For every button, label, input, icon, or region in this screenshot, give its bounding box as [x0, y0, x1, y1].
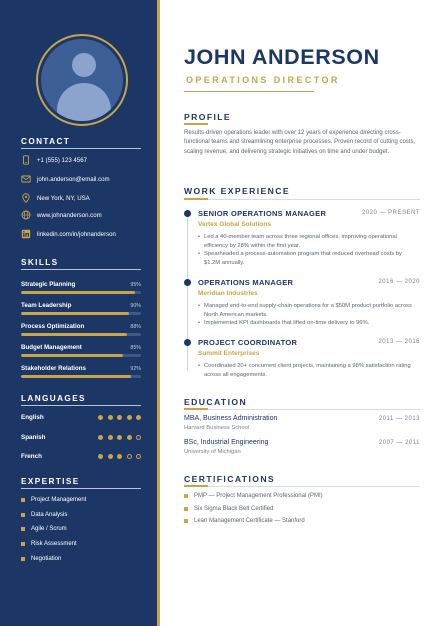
- job-company: Summit Enterprises: [198, 350, 260, 357]
- education-school: Harvard Business School: [184, 425, 250, 431]
- skill-name: Team Leadership: [21, 302, 72, 309]
- timeline-dot: [184, 339, 191, 346]
- user-silhouette-icon: [41, 39, 123, 121]
- timeline-dot: [184, 210, 191, 217]
- contact-location-text: New York, NY, USA: [37, 194, 90, 202]
- certification-item: [184, 518, 305, 524]
- experience-heading: WORK EXPERIENCE: [184, 186, 290, 196]
- education-dates: 2007 — 2011: [378, 440, 420, 446]
- contact-location: [21, 192, 90, 204]
- skill-bar: [21, 333, 141, 336]
- education-accent: [184, 408, 208, 410]
- experience-divider: [184, 199, 420, 200]
- job-bullet: • Coordinated 20+ concurrent client projects, maintaining a 98% satisfaction rating across all engagements.: [198, 362, 418, 379]
- skill-percent: 90%: [130, 303, 141, 309]
- filled-dot-icon: [127, 415, 132, 420]
- sidebar: [0, 0, 160, 626]
- certifications-divider: [184, 486, 420, 487]
- contact-linkedin-text: linkedin.com/in/johnanderson: [37, 230, 116, 238]
- linkedin-icon: [21, 229, 31, 239]
- languages-heading: LANGUAGES: [21, 394, 86, 403]
- skill-bar-fill: [21, 291, 135, 294]
- language-level-dots: [98, 415, 141, 420]
- skill-name: Budget Management: [21, 344, 82, 351]
- expertise-text: Project Management: [31, 497, 87, 503]
- language-name: French: [21, 453, 42, 460]
- skill-percent: 95%: [130, 282, 141, 288]
- profile-summary: Results-driven operations leader with over 12 years of experience directing cross-functional teams and streamlining enterprise processes. Proven record of cutting costs, scaling revenue, and delivering strategic initiatives on time and under budget.: [184, 130, 416, 155]
- job-bullets: [198, 233, 418, 268]
- skill-item: [21, 365, 141, 378]
- phone-icon: [21, 155, 31, 165]
- globe-icon: [21, 210, 31, 220]
- job-dates: 2016 — 2020: [378, 279, 420, 285]
- expertise-item: [21, 497, 86, 503]
- language-name: English: [21, 414, 44, 421]
- skill-percent: 85%: [130, 345, 141, 351]
- certification-item: [184, 506, 273, 512]
- candidate-name: JOHN ANDERSON: [184, 45, 380, 69]
- languages-divider: [21, 405, 141, 406]
- contact-email[interactable]: [21, 173, 110, 185]
- empty-dot-icon: [127, 454, 132, 459]
- filled-dot-icon: [108, 415, 113, 420]
- language-item: [21, 414, 141, 421]
- expertise-text: Negotiation: [31, 556, 62, 562]
- certifications-accent: [184, 485, 208, 487]
- language-name: Spanish: [21, 434, 46, 441]
- education-school: University of Michigan: [184, 449, 241, 455]
- square-bullet-icon: [184, 519, 188, 523]
- job-title: SENIOR OPERATIONS MANAGER: [198, 209, 327, 218]
- expertise-divider: [21, 488, 141, 489]
- timeline-dot: [184, 279, 191, 286]
- location-icon: [21, 193, 31, 203]
- contact-heading: CONTACT: [21, 137, 71, 146]
- square-bullet-icon: [184, 507, 188, 511]
- job-dates: 2020 — PRESENT: [361, 210, 420, 216]
- experience-accent: [184, 198, 208, 200]
- filled-dot-icon: [108, 454, 113, 459]
- email-icon: [21, 174, 31, 184]
- job-bullet: • Implemented KPI dashboards that lifted on-time delivery to 96%.: [198, 319, 418, 328]
- avatar: [36, 34, 128, 126]
- skill-bar-fill: [21, 312, 129, 315]
- skill-name: Process Optimization: [21, 323, 85, 330]
- certification-text: Six Sigma Black Belt Certified: [194, 506, 274, 512]
- square-bullet-icon: [21, 498, 25, 502]
- job-dates: 2013 — 2016: [378, 339, 420, 345]
- filled-dot-icon: [98, 435, 103, 440]
- skills-heading: SKILLS: [21, 258, 59, 267]
- skill-item: [21, 344, 141, 357]
- filled-dot-icon: [127, 435, 132, 440]
- skill-bar: [21, 375, 141, 378]
- job-bullets: [198, 302, 418, 328]
- education-dates: 2011 — 2013: [378, 416, 420, 422]
- skill-bar-fill: [21, 333, 127, 336]
- square-bullet-icon: [21, 513, 25, 517]
- empty-dot-icon: [136, 454, 141, 459]
- contact-website-text: www.johnanderson.com: [37, 211, 102, 219]
- skill-bar: [21, 291, 141, 294]
- job-bullet: • Led a 40-member team across three regional offices, improving operational efficiency by 28% within the first year.: [198, 233, 418, 250]
- language-item: [21, 434, 141, 441]
- filled-dot-icon: [117, 435, 122, 440]
- skill-percent: 92%: [130, 366, 141, 372]
- job-bullet: • Managed end-to-end supply-chain operations for a $50M product portfolio across North American markets.: [198, 302, 418, 319]
- education-divider: [184, 409, 420, 410]
- certifications-heading: CERTIFICATIONS: [184, 474, 276, 484]
- profile-heading: PROFILE: [184, 112, 232, 122]
- role-divider: [184, 91, 314, 92]
- job-company: Meridian Industries: [198, 290, 258, 297]
- skill-bar: [21, 312, 141, 315]
- skill-name: Strategic Planning: [21, 281, 76, 288]
- skill-item: [21, 323, 141, 336]
- skill-item: [21, 281, 141, 294]
- skill-name: Stakeholder Relations: [21, 365, 86, 372]
- education-degree: MBA, Business Administration: [184, 415, 278, 422]
- filled-dot-icon: [98, 415, 103, 420]
- square-bullet-icon: [21, 557, 25, 561]
- contact-phone-text: +1 (555) 123 4567: [37, 156, 87, 164]
- certification-item: [184, 493, 323, 499]
- job-company: Vertex Global Solutions: [198, 221, 271, 228]
- contact-linkedin[interactable]: [21, 228, 116, 240]
- timeline-line: [187, 213, 188, 371]
- job-title: OPERATIONS MANAGER: [198, 278, 294, 287]
- education-heading: EDUCATION: [184, 397, 248, 407]
- certification-text: PMP — Project Management Professional (PMI): [194, 493, 323, 499]
- education-degree: BSc, Industrial Engineering: [184, 439, 269, 446]
- skill-item: [21, 302, 141, 315]
- expertise-heading: EXPERTISE: [21, 477, 80, 486]
- filled-dot-icon: [136, 415, 141, 420]
- expertise-text: Data Analysis: [31, 512, 68, 518]
- filled-dot-icon: [117, 454, 122, 459]
- language-item: [21, 453, 141, 460]
- contact-email-text: john.anderson@email.com: [37, 175, 110, 183]
- skill-percent: 88%: [130, 324, 141, 330]
- job-title: PROJECT COORDINATOR: [198, 338, 298, 347]
- square-bullet-icon: [21, 542, 25, 546]
- profile-accent: [184, 123, 208, 125]
- contact-divider: [21, 148, 141, 149]
- candidate-role: OPERATIONS DIRECTOR: [186, 75, 340, 85]
- expertise-text: Agile / Scrum: [31, 526, 67, 532]
- square-bullet-icon: [21, 527, 25, 531]
- language-level-dots: [98, 454, 141, 459]
- square-bullet-icon: [184, 494, 188, 498]
- expertise-text: Risk Assessment: [31, 541, 77, 547]
- empty-dot-icon: [136, 435, 141, 440]
- contact-website[interactable]: [21, 209, 102, 221]
- certification-text: Lean Management Certificate — Stanford: [194, 518, 305, 524]
- skill-bar: [21, 354, 141, 357]
- job-bullets: [198, 362, 418, 379]
- skill-bar-fill: [21, 354, 123, 357]
- skills-divider: [21, 269, 141, 270]
- expertise-item: [21, 512, 67, 518]
- filled-dot-icon: [117, 415, 122, 420]
- expertise-item: [21, 541, 77, 547]
- skill-bar-fill: [21, 375, 131, 378]
- language-level-dots: [98, 435, 141, 440]
- filled-dot-icon: [108, 435, 113, 440]
- expertise-item: [21, 526, 67, 532]
- contact-phone[interactable]: [21, 154, 87, 166]
- expertise-item: [21, 556, 61, 562]
- filled-dot-icon: [98, 454, 103, 459]
- job-bullet: • Spearheaded a process-automation program that reduced overhead costs by $1.2M annually.: [198, 250, 418, 267]
